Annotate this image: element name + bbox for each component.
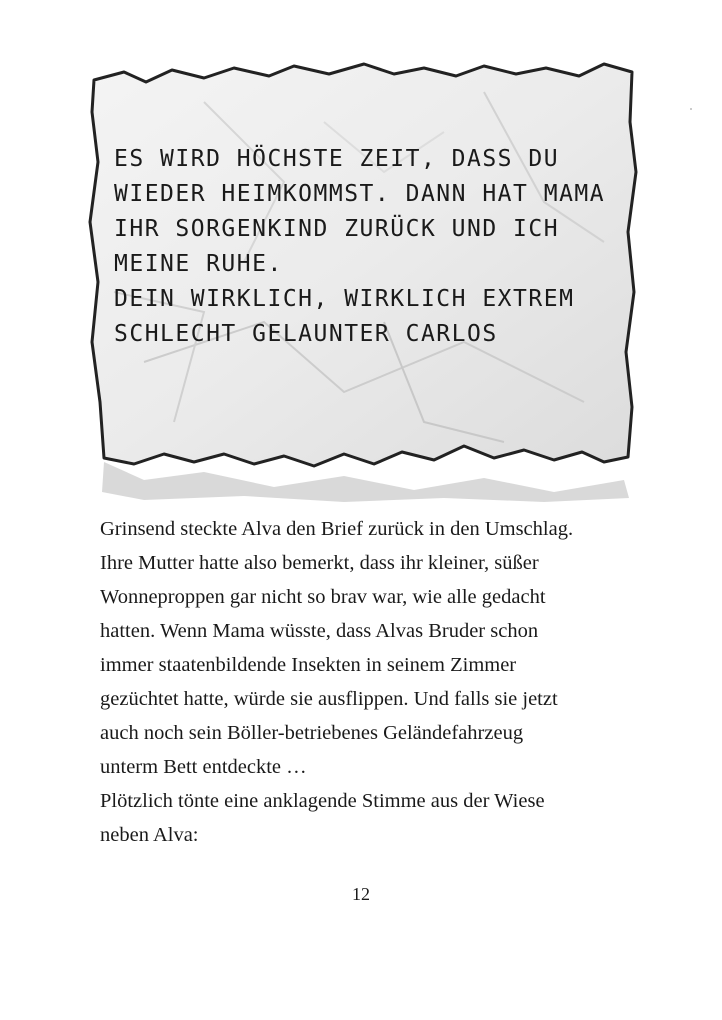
paper-speck xyxy=(690,108,692,110)
torn-paper-note xyxy=(84,62,644,502)
prose-line: Grinsend steckte Alva den Brief zurück in den Umschlag. xyxy=(100,518,574,540)
prose-line: unterm Bett entdeckte … xyxy=(100,756,307,778)
prose-line: hatten. Wenn Mama wüsste, dass Alvas Bruder schon xyxy=(100,620,539,642)
prose-line: Ihre Mutter hatte also bemerkt, dass ihr kleiner, süßer xyxy=(100,552,539,574)
prose-line: neben Alva: xyxy=(100,824,199,846)
note-line: WIEDER HEIMKOMMST. DANN HAT MAMA xyxy=(114,181,606,207)
story-paragraph xyxy=(100,512,640,852)
handwritten-note-text xyxy=(114,142,634,352)
note-line: SCHLECHT GELAUNTER CARLOS xyxy=(114,321,498,347)
note-line: ES WIRD HÖCHSTE ZEIT, DASS DU xyxy=(114,146,560,172)
prose-line: Wonneproppen gar nicht so brav war, wie alle gedacht xyxy=(100,586,546,608)
prose-line: gezüchtet hatte, würde sie ausflippen. Und falls sie jetzt xyxy=(100,688,558,710)
note-line: MEINE RUHE. xyxy=(114,251,283,277)
prose-line: Plötzlich tönte eine anklagende Stimme aus der Wiese xyxy=(100,790,545,812)
note-line: DEIN WIRKLICH, WIRKLICH EXTREM xyxy=(114,286,575,312)
prose-line: auch noch sein Böller-betriebenes Geländefahrzeug xyxy=(100,722,524,744)
page-number: 12 xyxy=(352,884,370,904)
note-line: IHR SORGENKIND ZURÜCK UND ICH xyxy=(114,216,560,242)
prose-line: immer staatenbildende Insekten in seinem Zimmer xyxy=(100,654,517,676)
